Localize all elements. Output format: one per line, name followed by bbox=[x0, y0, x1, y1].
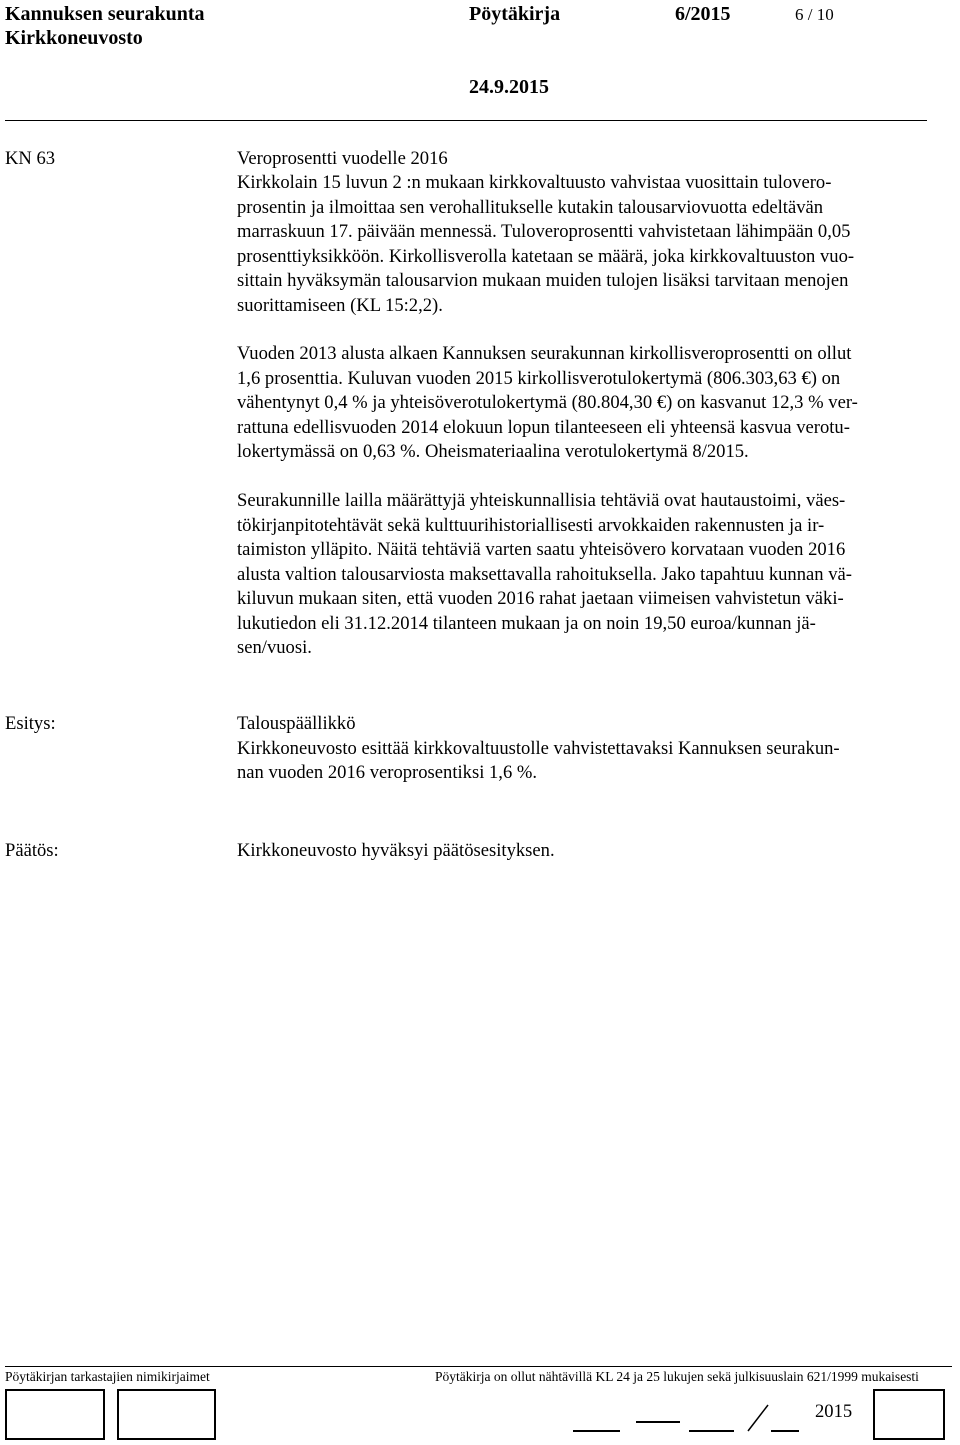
date-month-line bbox=[689, 1430, 734, 1432]
meeting-date: 24.9.2015 bbox=[469, 76, 549, 98]
slash-mark bbox=[746, 1403, 770, 1433]
document-number: 6/2015 bbox=[675, 3, 731, 25]
proposal-presenter: Talouspäällikkö bbox=[237, 713, 356, 734]
paragraph-line: lukutiedon eli 31.12.2014 tilanteen mukaan ja on noin 19,50 euroa/kunnan jä- bbox=[237, 612, 816, 634]
proposal-label: Esitys: bbox=[5, 713, 56, 734]
organization-name: Kannuksen seurakunta bbox=[5, 3, 205, 25]
footer-year: 2015 bbox=[815, 1401, 853, 1422]
paragraph-line: tökirjanpitotehtävät sekä kulttuurihistoriallisesti arvokkaiden rakennusten ja ir- bbox=[237, 514, 825, 536]
footer-divider bbox=[5, 1366, 952, 1367]
paragraph-line: Kirkkolain 15 luvun 2 :n mukaan kirkkovaltuusto vahvistaa vuosittain tulovero- bbox=[237, 172, 832, 193]
initials-box[interactable] bbox=[117, 1389, 216, 1440]
page-number: 6 / 10 bbox=[795, 5, 834, 24]
footer-display-note: Pöytäkirja on ollut nähtävillä KL 24 ja 25 lukujen sekä julkisuuslain 621/1999 mukaisesti bbox=[435, 1369, 919, 1384]
paragraph-line: Vuoden 2013 alusta alkaen Kannuksen seurakunnan kirkollisveroprosentti on ollut bbox=[237, 343, 852, 364]
paragraph-line: kiluvun mukaan siten, että vuoden 2016 rahat jaetaan viimeisen vahvistetun väki- bbox=[237, 588, 844, 609]
section-title: Veroprosentti vuodelle 2016 bbox=[237, 148, 448, 169]
paragraph-line: vähentynyt 0,4 % ja yhteisöverotulokertymä (80.804,30 €) on kasvanut 12,3 % ver- bbox=[237, 392, 858, 413]
initials-box[interactable] bbox=[5, 1389, 105, 1440]
paragraph-line: suorittamiseen (KL 15:2,2). bbox=[237, 294, 443, 316]
paragraph-line: 1,6 prosenttia. Kuluvan vuoden 2015 kirkollisverotulokertymä (806.303,63 €) on bbox=[237, 367, 841, 389]
paragraph-line: alusta valtion talousarviosta maksettavalla rahoituksella. Jako tapahtuu kunnan vä- bbox=[237, 563, 852, 585]
footer-inspectors-label: Pöytäkirjan tarkastajien nimikirjaimet bbox=[5, 1369, 210, 1384]
header-divider bbox=[5, 120, 927, 121]
date-field-line bbox=[771, 1430, 799, 1432]
decision-label: Päätös: bbox=[5, 840, 59, 861]
paragraph-tax-revenue bbox=[237, 342, 858, 465]
document-type: Pöytäkirja bbox=[469, 3, 561, 25]
proposal-line: nan vuoden 2016 veroprosentiksi 1,6 %. bbox=[237, 762, 538, 783]
date-separator-line bbox=[636, 1421, 680, 1423]
paragraph-line: prosentin ja ilmoittaa sen verohallitukselle kutakin talousarviovuotta edeltävän bbox=[237, 196, 824, 218]
committee-name: Kirkkoneuvosto bbox=[5, 27, 143, 49]
paragraph-line: sen/vuosi. bbox=[237, 637, 312, 658]
paragraph-church-law bbox=[237, 171, 854, 318]
initials-box[interactable] bbox=[873, 1389, 945, 1440]
proposal-line: Kirkkoneuvosto esittää kirkkovaltuustolle vahvistettavaksi Kannuksen seurakun- bbox=[237, 737, 840, 759]
paragraph-social-duties bbox=[237, 489, 852, 661]
paragraph-line: sittain hyväksymän talousarvion mukaan muiden tulojen lisäksi tarvitaan menojen bbox=[237, 270, 849, 291]
date-day-line bbox=[573, 1430, 620, 1432]
paragraph-line: Seurakunnille lailla määrättyjä yhteiskunnallisia tehtäviä ovat hautaustoimi, väes- bbox=[237, 490, 846, 511]
section-number: KN 63 bbox=[5, 148, 56, 169]
paragraph-line: lokertymässä on 0,63 %. Oheismateriaalina verotulokertymä 8/2015. bbox=[237, 441, 749, 462]
paragraph-line: marraskuun 17. päivään mennessä. Tuloveroprosentti vahvistetaan lähimpään 0,05 bbox=[237, 221, 851, 242]
paragraph-line: prosenttiyksikköön. Kirkollisverolla katetaan se määrä, joka kirkkovaltuuston vuo- bbox=[237, 245, 855, 267]
decision-text: Kirkkoneuvosto hyväksyi päätösesityksen. bbox=[237, 840, 555, 861]
paragraph-line: taimiston ylläpito. Näitä tehtäviä varten saatu yhteisövero korvataan vuoden 2016 bbox=[237, 539, 846, 560]
paragraph-line: rattuna edellisvuoden 2014 elokuun lopun tilanteeseen eli yhteensä kasvua verotu- bbox=[237, 416, 850, 438]
proposal-block bbox=[237, 712, 840, 786]
